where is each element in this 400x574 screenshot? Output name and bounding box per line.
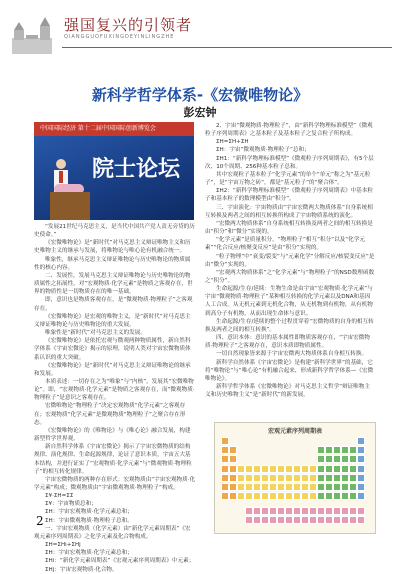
right-paragraph: 一切自然现象皆来源于宇宙宏微两大物质体系自身相互转换。 [216, 351, 368, 358]
element-cell [317, 455, 325, 463]
element-cell [357, 474, 365, 482]
forum-photo [34, 122, 194, 220]
element-cell [229, 492, 237, 500]
lanthanide-actinide-cell [341, 507, 349, 515]
left-paragraph: 宏微唯物论“物理粒子”决定宏观物质“化学元素”之客观存在；宏观物质“化学元素”是微观物质“物理粒子”之聚合存在形态。 [34, 403, 186, 426]
right-paragraph: “化学元素”是质量积分，“物理粒子”相互“积分”以及“化学元素”“化合反应/核聚变反应”是由“积分”实现的。 [205, 237, 365, 252]
element-cell [357, 483, 365, 491]
article-author: 彭宏钟 [183, 106, 217, 119]
element-cell [309, 465, 317, 473]
lanthanide-actinide-cell [309, 507, 317, 515]
element-cell [349, 474, 357, 482]
element-cell [277, 492, 285, 500]
element-cell [333, 465, 341, 473]
element-cell [221, 465, 229, 473]
left-paragraph: ΣH：宇宙宏观物质·化学元素总和； [45, 550, 133, 557]
element-cell [325, 474, 333, 482]
element-cell [301, 483, 309, 491]
lanthanide-actinide-cell [245, 516, 253, 524]
element-cell [269, 465, 277, 473]
right-paragraph: ΣH=ΣH+ΣH [216, 139, 249, 146]
element-cell [245, 465, 253, 473]
lanthanide-actinide-cell [277, 507, 285, 515]
lanthanide-actinide-cell [333, 507, 341, 515]
lanthanide-actinide-cell [309, 516, 317, 524]
right-paragraph: 新科学哲学体系《宏微唯物论》对马克思主义哲学“辩证唯物主义和历史唯物主义”是“新时代”的新发展。 [205, 384, 370, 399]
element-cell [261, 492, 269, 500]
element-cell [325, 483, 333, 491]
lanthanide-actinide-cell [341, 516, 349, 524]
lanthanide-actinide-cell [349, 507, 357, 515]
section-title: 强国复兴的引领者 [64, 16, 193, 34]
lanthanide-actinide-cell [301, 516, 309, 524]
element-cell [261, 483, 269, 491]
element-cell [317, 465, 325, 473]
element-cell [253, 492, 261, 500]
lanthanide-actinide-cell [261, 507, 269, 515]
element-cell [349, 483, 357, 491]
element-cell [253, 474, 261, 482]
left-paragraph: ΣHi：“新化学元素周期表”《宏观元素序列周期表》中元素； [45, 558, 195, 565]
element-cell [341, 465, 349, 473]
element-cell [269, 483, 277, 491]
element-cell [293, 474, 301, 482]
element-cell [221, 437, 229, 445]
element-cell [285, 465, 293, 473]
lanthanide-actinide-cell [325, 507, 333, 515]
lanthanide-actinide-cell [293, 516, 301, 524]
element-cell [325, 455, 333, 463]
lanthanide-actinide-cell [293, 507, 301, 515]
right-paragraph: 三、宇宙演化：宇宙物质由“宇宙宏微两大物质体系”自身系统相互转换及两者之间的相互转换所构成了宇宙物质系统的演化。 [205, 204, 373, 219]
left-paragraph: ΣH：宇宙微观物质·物理粒子总和。 [45, 517, 133, 524]
left-paragraph: 唯象性是“新时代”对马克思主义的发展。 [45, 330, 146, 337]
element-cell [229, 455, 237, 463]
element-cell [293, 483, 301, 491]
lanthanide-actinide-cell [301, 507, 309, 515]
element-cell [221, 455, 229, 463]
lanthanide-actinide-cell [317, 507, 325, 515]
element-cell [229, 474, 237, 482]
lanthanide-actinide-cell [261, 516, 269, 524]
photo-stage-text: 院士论坛 [92, 156, 181, 182]
left-paragraph: “发展21世纪马克思主义，是当代中国共产党人责无旁贷的历史使命。” [34, 224, 195, 239]
lanthanide-actinide-cell [349, 516, 357, 524]
element-cell [341, 474, 349, 482]
article-title: 新科学哲学体系-《宏微唯物论》 [91, 86, 309, 104]
lanthanide-actinide-cell [277, 516, 285, 524]
element-cell [285, 492, 293, 500]
right-paragraph: 2、宇宙“微观物质·物理粒子”，由“新科学物理标准模型”《微观粒子序列周期表》之基本粒子及基本粒子之复合粒子所构成。 [205, 123, 373, 138]
left-paragraph: 宇宙宏微物质的两种存在形式：宏观物质由“宇宙宏观物质·化学元素”构成；微观物质由“宇宙微观物质·物理粒子”构成。 [34, 476, 196, 491]
element-cell [317, 474, 325, 482]
element-cell [325, 465, 333, 473]
element-cell [245, 492, 253, 500]
element-cell [349, 455, 357, 463]
right-paragraph: “粒子物理”中“衰变/裂变”与“元素化学”分解反应/核裂变反应”是由“微分”实现的。 [205, 253, 375, 268]
element-cell [357, 465, 365, 473]
element-cell [317, 492, 325, 500]
lanthanide-actinide-cell [325, 516, 333, 524]
header-divider [62, 47, 392, 48]
left-paragraph: 二、发展性，发展马克思主义辩证唯物论与历史唯物论的物质属性之拓展性。对“宏观物质·化学元素”是物质之客观存在，世界的物质性是一切物质存在的唯一基础。 [34, 272, 193, 296]
great-wall-logo-icon [10, 8, 54, 56]
element-cell [333, 446, 341, 454]
element-cell [277, 483, 285, 491]
element-cell [357, 437, 365, 445]
left-paragraph: 《宏微唯物论》是“新时代”对马克思主义辩证唯物论的继承和发展。 [34, 362, 191, 377]
lanthanide-actinide-cell [245, 507, 253, 515]
right-paragraph: “宏观两大物质体系”之“化学元素”与“物理粒子”的NSD数理函数之“积分”。 [205, 269, 375, 284]
element-cell [237, 483, 245, 491]
lanthanide-actinide-cell [285, 507, 293, 515]
left-column-text [34, 223, 196, 574]
left-paragraph: Σ¥·ΣH=ΣΣ [45, 493, 74, 500]
left-paragraph: ΣH：宇宙宏观物质·化学元素总和； [45, 509, 133, 516]
photo-banner: 中国国际经济 第十二届中国国际创新博览会 [34, 122, 194, 136]
lanthanide-actinide-cell [357, 516, 365, 524]
element-cell [221, 446, 229, 454]
page-number: 2 [36, 514, 44, 528]
element-cell [357, 455, 365, 463]
right-paragraph: 四、意识本体：意识的基本属性即物质客观存在，“宇宙宏微物质·物理粒子”之客观存在，意识本质即物质属性。 [205, 335, 370, 350]
element-cell [221, 492, 229, 500]
element-cell [333, 474, 341, 482]
lanthanide-actinide-cell [333, 516, 341, 524]
element-cell [221, 474, 229, 482]
element-cell [285, 474, 293, 482]
left-paragraph: 《宏微唯物论》的《唯物论》与《唯心论》融合发展，构建新型哲学世界观。 [34, 427, 191, 443]
lanthanide-actinide-cell [285, 516, 293, 524]
element-cell [357, 446, 365, 454]
element-cell [261, 465, 269, 473]
left-paragraph: 即，意识也是物质客观存在，是“微观物质·物理粒子”之客观存在。 [34, 297, 193, 312]
left-paragraph: 《宏微唯物论》是依托宏观与微观两种物质属性，新自然科学体系《宇宙宏微论》揭示的原理，说明人类对宇宙宏微物质体系认识的重大突破。 [34, 338, 191, 361]
element-cell [237, 465, 245, 473]
lanthanide-actinide-cell [357, 507, 365, 515]
element-cell [349, 465, 357, 473]
left-paragraph: Σ¥：宇宙物质总和； [45, 501, 97, 508]
element-cell [333, 492, 341, 500]
element-cell [325, 446, 333, 454]
element-cell [357, 492, 365, 500]
periodic-table-figure [214, 422, 376, 534]
element-cell [253, 483, 261, 491]
left-paragraph: 一、宇宙宏观物质（化学元素）由“新化学元素周期表”《宏观元素序列周期表》之化学元素及化合物构成。 [34, 525, 191, 540]
left-paragraph: ΣHj：宇宙宏观物质·化合物。 [45, 566, 118, 573]
element-cell [293, 465, 301, 473]
lanthanide-actinide-cell [269, 516, 277, 524]
section-subtitle: QIANGGUOFUXINGDEYINLINGZHE [64, 34, 175, 40]
element-cell [261, 474, 269, 482]
element-cell [285, 483, 293, 491]
periodic-table-title: 宏观元素序列周期表 [267, 428, 322, 435]
left-paragraph: 唯象性，继承马克思主义辩证唯物论与历史唯物论的物质属性的核心内容。 [34, 256, 191, 271]
lanthanide-actinide-cell [317, 516, 325, 524]
element-cell [325, 492, 333, 500]
element-cell [333, 455, 341, 463]
left-paragraph: 《宏微唯物论》是宏观的唯物主义，是“新时代”对马克思主义辩证唯物论与历史唯物论的重大发展。 [34, 313, 191, 328]
element-cell [245, 474, 253, 482]
right-paragraph: ΣH1：“新科学物理标准模型”《微观粒子序列周期表》，有5个层次、10个周期、256种基本粒子总和。 [205, 155, 374, 170]
element-cell [341, 492, 349, 500]
element-cell [309, 492, 317, 500]
element-cell [309, 483, 317, 491]
element-cell [349, 446, 357, 454]
right-paragraph: “宏微两大物质体系”自身系统相互转换及两者之间的相互转换是由“积分”和“微分”实现的。 [205, 220, 373, 236]
left-paragraph: 本质表述：一切存在之为“唯象”与“内核”，发展其“宏微唯物论”。即，“宏观物质·化学元素”是物质之客观存在，而“微观物质·物理粒子”是意识之客观存在。 [34, 378, 195, 402]
element-cell [253, 465, 261, 473]
right-paragraph: 生命起源/生存/延续：生物生命是由宇宙“宏观物质·化学元素”与宇宙“微观物质·物理粒子”某种相互转换的化学元素以及DNA和基因人工合成。从无机元素到无机化合物，从无机物到有机物，从有机物到高分子有机物，从而出现生命体与意识。 [205, 286, 373, 317]
element-cell [221, 483, 229, 491]
element-cell [293, 492, 301, 500]
right-paragraph: 生命起源/生存/延续的整个过程贯穿着“宏微物质的自身的相互转换及两者之间的相互转换”。 [205, 318, 374, 333]
element-cell [341, 446, 349, 454]
right-paragraph: ΣH：宇宙“微观物质·物理粒子”总和； [216, 147, 310, 154]
element-cell [237, 492, 245, 500]
element-cell [269, 474, 277, 482]
right-column-text [205, 122, 375, 399]
right-paragraph: 新科学自然体系《宇宙宏微论》是构建“新科学世界”的基础，它将“唯物论”与“唯心论”有机融合起来，形成新科学哲学体系—《宏微唯物论》。 [205, 359, 374, 382]
lanthanide-actinide-cell [269, 507, 277, 515]
lanthanide-actinide-cell [253, 516, 261, 524]
podium [50, 192, 90, 220]
element-cell [301, 492, 309, 500]
element-cell [317, 483, 325, 491]
element-cell [277, 474, 285, 482]
element-cell [341, 455, 349, 463]
left-paragraph: 新自然科学体系《宇宙宏微论》揭示了宇宙宏微物质的结构规律、演化规律、生命起源规律，论证了意识本质，宇宙五大基本结构，并进行证实了“宏观物质·化学元素”与“微观物质·物理粒子”的相互转化规律。 [34, 444, 192, 475]
right-paragraph: ΣH2：“新科学物理标准模型”《微观粒子序列周期表》中基本粒子和基本粒子的数理模型由“积分”。 [205, 188, 373, 203]
lanthanide-actinide-cell [253, 507, 261, 515]
element-cell [349, 492, 357, 500]
element-cell [229, 483, 237, 491]
element-cell [309, 474, 317, 482]
element-cell [341, 483, 349, 491]
element-cell [301, 465, 309, 473]
element-cell [301, 474, 309, 482]
element-cell [277, 465, 285, 473]
element-cell [333, 483, 341, 491]
left-paragraph: 《宏微唯物论》是“新时代”对马克思主义辩证唯物主义和历史唯物主义的继承与发展，将唯物论与唯心论有机融合统一。 [34, 240, 191, 255]
element-cell [317, 446, 325, 454]
element-cell [229, 465, 237, 473]
element-cell [237, 474, 245, 482]
element-cell [229, 446, 237, 454]
magazine-header [0, 0, 400, 66]
element-cell [245, 483, 253, 491]
left-paragraph: ΣH=ΣHi+ΣHj [45, 542, 81, 549]
right-paragraph: 其中宏观粒子基本粒子“化学元素”的单个“单元”称之为“基元粒子”，是“宇宙万物之砖”，都是“基元粒子”的“聚合体”。 [205, 171, 371, 187]
element-cell [269, 492, 277, 500]
